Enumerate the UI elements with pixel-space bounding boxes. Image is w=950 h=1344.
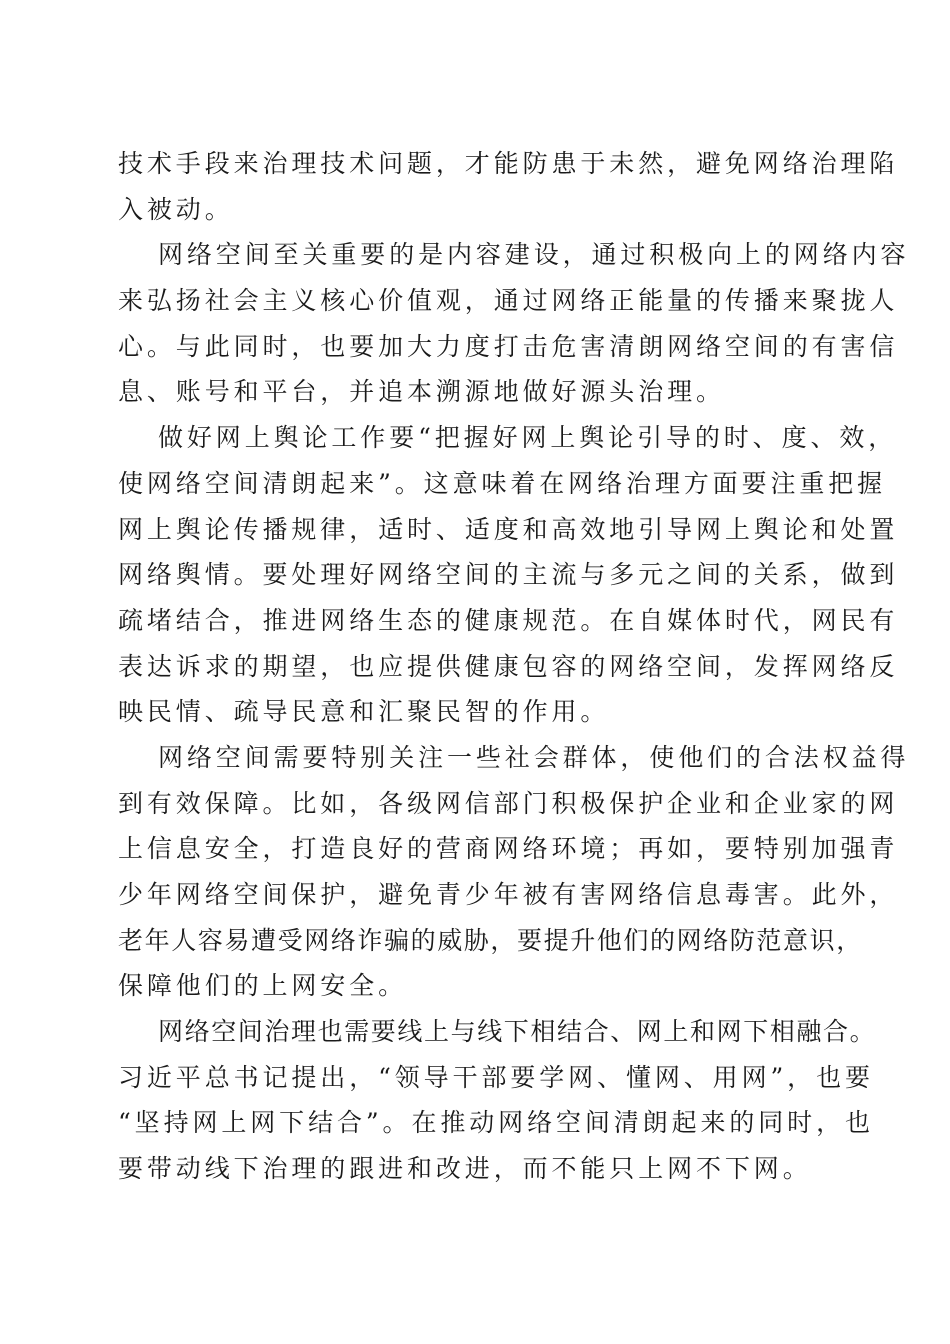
paragraph-first-line: 网络空间至关重要的是内容建设，通过积极向上的网络内容 — [158, 240, 910, 270]
text-line: 使网络空间清朗起来”。这意味着在网络治理方面要注重把握 — [118, 468, 887, 498]
text-line: 来弘扬社会主义核心价值观，通过网络正能量的传播来聚拢人 — [118, 286, 899, 316]
text-line: 表达诉求的期望，也应提供健康包容的网络空间，发挥网络反 — [118, 651, 899, 681]
paragraph-first-line: 做好网上舆论工作要“把握好网上舆论引导的时、度、效， — [158, 423, 898, 453]
text-line: 老年人容易遭受网络诈骗的威胁，要提升他们的网络防范意识， — [118, 925, 863, 955]
text-line: 少年网络空间保护，避免青少年被有害网络信息毒害。此外， — [118, 880, 899, 909]
text-line: 习近平总书记提出，“领导干部要学网、懂网、用网”，也要 — [118, 1062, 874, 1092]
text-line: 心。与此同时，也要加大力度打击危害清朗网络空间的有害信 — [118, 331, 899, 361]
text-line: 技术手段来治理技术问题，才能防患于未然，避免网络治理陷 — [118, 149, 899, 178]
paragraph-first-line: 网络空间需要特别关注一些社会群体，使他们的合法权益得 — [158, 742, 910, 772]
text-line: 映民情、疏导民意和汇聚民智的作用。 — [118, 697, 610, 727]
paragraph-first-line: 网络空间治理也需要线上与线下相结合、网上和网下相融合。 — [158, 1017, 877, 1047]
text-line: “坚持网上网下结合”。在推动网络空间清朗起来的同时，也 — [118, 1108, 874, 1138]
text-line: 上信息安全，打造良好的营商网络环境；再如，要特别加强青 — [118, 834, 899, 864]
document-body — [118, 141, 910, 1192]
text-line: 网上舆论传播规律，适时、适度和高效地引导网上舆论和处置 — [118, 514, 899, 544]
text-line: 入被动。 — [118, 194, 234, 224]
text-line: 保障他们的上网安全。 — [118, 971, 408, 1001]
text-line: 网络舆情。要处理好网络空间的主流与多元之间的关系，做到 — [118, 560, 899, 590]
text-line: 要带动线下治理的跟进和改进，而不能只上网不下网。 — [118, 1154, 812, 1184]
text-line: 息、账号和平台，并追本溯源地做好源头治理。 — [118, 377, 725, 407]
text-line: 到有效保障。比如，各级网信部门积极保护企业和企业家的网 — [118, 788, 899, 818]
text-line: 疏堵结合，推进网络生态的健康规范。在自媒体时代，网民有 — [118, 605, 899, 635]
